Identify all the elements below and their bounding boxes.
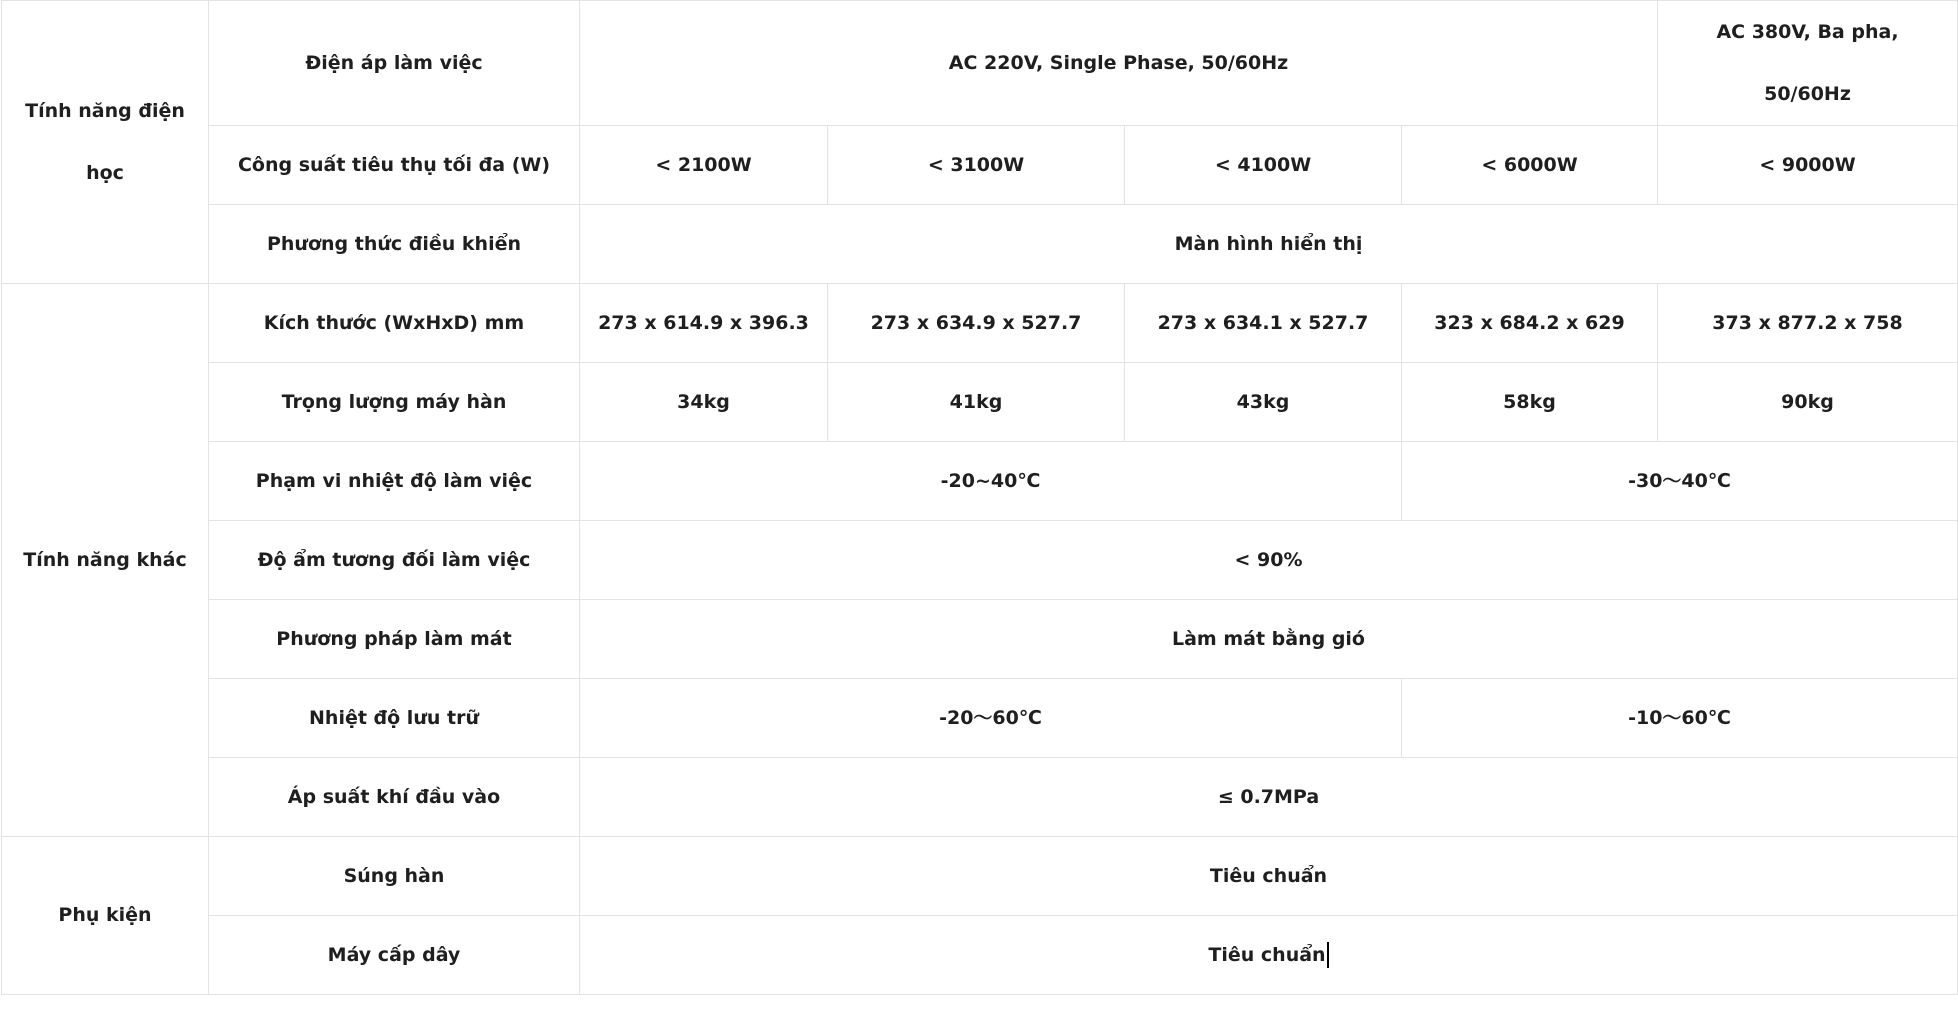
value-power-5: < 9000W	[1658, 126, 1958, 205]
label-storage-temp: Nhiệt độ lưu trữ	[209, 679, 580, 758]
label-wire-feeder: Máy cấp dây	[209, 916, 580, 995]
label-voltage: Điện áp làm việc	[209, 1, 580, 126]
value-voltage-single-phase: AC 220V, Single Phase, 50/60Hz	[580, 1, 1658, 126]
label-cooling: Phương pháp làm mát	[209, 600, 580, 679]
value-humidity: < 90%	[580, 521, 1958, 600]
value-storage-temp-b: -10～60℃	[1402, 679, 1958, 758]
value-dimensions-3: 273 x 634.1 x 527.7	[1125, 284, 1402, 363]
text-caret	[1327, 942, 1329, 968]
label-weight: Trọng lượng máy hàn	[209, 363, 580, 442]
row-humidity	[2, 521, 1958, 600]
value-power-1: < 2100W	[580, 126, 828, 205]
value-weight-3: 43kg	[1125, 363, 1402, 442]
label-work-temp: Phạm vi nhiệt độ làm việc	[209, 442, 580, 521]
value-dimensions-5: 373 x 877.2 x 758	[1658, 284, 1958, 363]
row-cooling	[2, 600, 1958, 679]
row-control	[2, 205, 1958, 284]
value-power-4: < 6000W	[1402, 126, 1658, 205]
value-power-2: < 3100W	[828, 126, 1125, 205]
label-power: Công suất tiêu thụ tối đa (W)	[209, 126, 580, 205]
label-dimensions: Kích thước (WxHxD) mm	[209, 284, 580, 363]
label-humidity: Độ ẩm tương đối làm việc	[209, 521, 580, 600]
group-accessories: Phụ kiện	[2, 837, 209, 995]
row-power	[2, 126, 1958, 205]
row-gun	[2, 837, 1958, 916]
value-dimensions-4: 323 x 684.2 x 629	[1402, 284, 1658, 363]
value-control: Màn hình hiển thị	[580, 205, 1958, 284]
row-storage-temp	[2, 679, 1958, 758]
value-weight-1: 34kg	[580, 363, 828, 442]
value-gun: Tiêu chuẩn	[580, 837, 1958, 916]
row-voltage	[2, 1, 1958, 126]
row-work-temp	[2, 442, 1958, 521]
value-voltage-three-phase: AC 380V, Ba pha, 50/60Hz	[1658, 1, 1958, 126]
value-storage-temp-a: -20～60℃	[580, 679, 1402, 758]
label-air-pressure: Áp suất khí đầu vào	[209, 758, 580, 837]
value-cooling: Làm mát bằng gió	[580, 600, 1958, 679]
spec-table	[1, 0, 1958, 995]
value-weight-5: 90kg	[1658, 363, 1958, 442]
group-other: Tính năng khác	[2, 284, 209, 837]
row-weight	[2, 363, 1958, 442]
row-air-pressure	[2, 758, 1958, 837]
group-electrical: Tính năng điện học	[2, 1, 209, 284]
label-gun: Súng hàn	[209, 837, 580, 916]
label-control: Phương thức điều khiển	[209, 205, 580, 284]
value-weight-2: 41kg	[828, 363, 1125, 442]
row-dimensions	[2, 284, 1958, 363]
value-work-temp-b: -30～40℃	[1402, 442, 1958, 521]
value-wire-feeder-cell[interactable]	[580, 916, 1958, 995]
value-air-pressure: ≤ 0.7MPa	[580, 758, 1958, 837]
value-dimensions-2: 273 x 634.9 x 527.7	[828, 284, 1125, 363]
value-work-temp-a: -20~40℃	[580, 442, 1402, 521]
value-wire-feeder: Tiêu chuẩn	[1208, 943, 1326, 966]
value-weight-4: 58kg	[1402, 363, 1658, 442]
value-dimensions-1: 273 x 614.9 x 396.3	[580, 284, 828, 363]
value-power-3: < 4100W	[1125, 126, 1402, 205]
row-wire-feeder	[2, 916, 1958, 995]
